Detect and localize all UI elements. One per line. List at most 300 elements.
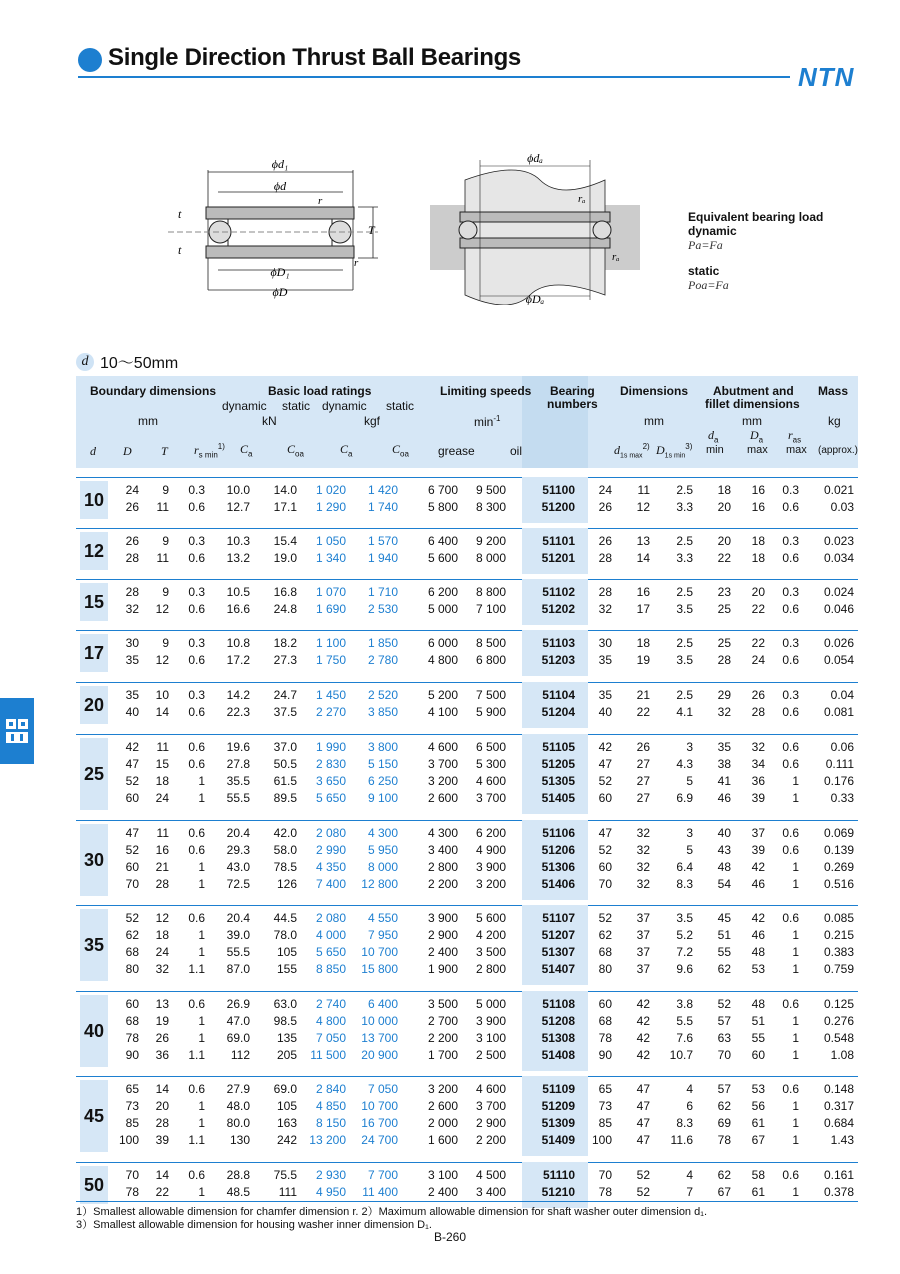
table-cell: 2 930 [315, 1168, 346, 1182]
table-cell: 24 700 [361, 1133, 398, 1147]
table-cell: 3 100 [427, 1168, 458, 1182]
table-cell: 0.3 [188, 636, 205, 650]
table-cell: 2 740 [315, 997, 346, 1011]
table-cell: 0.3 [782, 688, 799, 702]
table-row [0, 602, 900, 619]
table-cell: 52 [598, 774, 612, 788]
table-cell: 78 [125, 1185, 139, 1199]
table-cell: 60 [751, 1048, 765, 1062]
table-cell: 32 [636, 860, 650, 874]
table-cell: 51206 [541, 843, 575, 857]
hdr-load-ratings: Basic load ratings [268, 384, 372, 398]
table-cell: 3.5 [676, 602, 693, 616]
table-cell: 4.1 [676, 705, 693, 719]
table-cell: 68 [125, 1014, 139, 1028]
table-cell: 0.6 [782, 997, 799, 1011]
table-cell: 10 [155, 688, 169, 702]
table-cell: 46 [751, 928, 765, 942]
hdr-boundary-unit: mm [138, 414, 158, 428]
table-row [0, 774, 900, 791]
table-cell: 26 [125, 500, 139, 514]
table-cell: 2 900 [475, 1116, 506, 1130]
table-cell: 51306 [541, 860, 575, 874]
table-cell: 105 [276, 945, 297, 959]
table-cell: 46 [717, 791, 731, 805]
table-cell: 69.0 [273, 1082, 297, 1096]
static-label: static [688, 264, 720, 278]
hdr-mass: Mass [818, 384, 849, 398]
table-cell: 42 [598, 740, 612, 754]
col-Da: $D_a$ [750, 428, 764, 445]
table-cell: 70 [125, 1168, 139, 1182]
hdr-static-kn: static [282, 399, 311, 413]
table-cell: 5 650 [315, 945, 346, 959]
mounting-diagram [430, 150, 640, 305]
table-cell: 0.6 [782, 757, 799, 771]
table-cell: 2 200 [427, 877, 458, 891]
table-cell: 15 [155, 757, 169, 771]
table-row [0, 1133, 900, 1150]
table-cell: 13.2 [226, 551, 250, 565]
table-cell: 3 400 [475, 1185, 506, 1199]
table-cell: 60 [125, 997, 139, 1011]
table-cell: 73 [125, 1099, 139, 1113]
table-row [0, 928, 900, 945]
table-cell: 20 [155, 1099, 169, 1113]
label-d: ϕd [273, 179, 287, 193]
table-cell: 35.5 [226, 774, 250, 788]
table-cell: 1 570 [367, 534, 398, 548]
table-cell: 14 [155, 1168, 169, 1182]
table-cell: 8 850 [315, 962, 346, 976]
table-cell: 37.5 [273, 705, 297, 719]
table-cell: 6 [686, 1099, 693, 1113]
table-cell: 0.276 [823, 1014, 854, 1028]
table-cell: 62 [717, 1168, 731, 1182]
table-row [0, 997, 900, 1014]
table-cell: 2.5 [676, 688, 693, 702]
table-cell: 62 [598, 928, 612, 942]
table-cell: 2 080 [315, 911, 346, 925]
hdr-boundary: Boundary dimensions [90, 384, 217, 398]
table-cell: 73 [598, 1099, 612, 1113]
table-cell: 22 [155, 1185, 169, 1199]
table-cell: 51201 [541, 551, 575, 565]
table-cell: 2 840 [315, 1082, 346, 1096]
table-cell: 78 [598, 1031, 612, 1045]
table-cell: 52 [717, 997, 731, 1011]
bore-diameter-label: 35 [80, 909, 108, 981]
col-Ca-kgf: $C_a$ [340, 442, 353, 459]
table-cell: 20 [717, 534, 731, 548]
table-cell: 1 [792, 860, 799, 874]
table-cell: 12 [636, 500, 650, 514]
table-cell: 1 [198, 1031, 205, 1045]
table-cell: 60 [598, 860, 612, 874]
table-cell: 24.8 [273, 602, 297, 616]
table-cell: 7 950 [367, 928, 398, 942]
table-cell: 47 [598, 826, 612, 840]
table-cell: 3 200 [475, 877, 506, 891]
bore-diameter-label: 17 [80, 634, 108, 672]
table-cell: 2 400 [427, 1185, 458, 1199]
dynamic-label: dynamic [688, 224, 737, 238]
table-cell: 78 [598, 1185, 612, 1199]
table-cell: 10 700 [361, 945, 398, 959]
table-cell: 55 [751, 1031, 765, 1045]
table-cell: 11 400 [362, 1185, 398, 1199]
label-r-upper: r [318, 195, 323, 207]
table-cell: 55.5 [226, 945, 250, 959]
table-cell: 43.0 [226, 860, 250, 874]
table-cell: 9 500 [475, 483, 506, 497]
table-cell: 5.5 [676, 1014, 693, 1028]
table-cell: 0.6 [188, 911, 205, 925]
table-cell: 1 [792, 1048, 799, 1062]
table-cell: 44.5 [273, 911, 297, 925]
table-row [0, 1082, 900, 1099]
table-cell: 90 [598, 1048, 612, 1062]
table-cell: 205 [276, 1048, 297, 1062]
table-cell: 51105 [542, 740, 575, 754]
bore-diameter-label: 45 [80, 1080, 108, 1152]
table-cell: 32 [751, 740, 765, 754]
table-cell: 4 600 [475, 1082, 506, 1096]
table-cell: 51101 [542, 534, 575, 548]
table-cell: 47 [636, 1133, 650, 1147]
table-cell: 39 [751, 791, 765, 805]
table-cell: 78.5 [273, 860, 297, 874]
table-cell: 48 [751, 945, 765, 959]
table-cell: 51406 [541, 877, 575, 891]
table-cell: 0.6 [188, 653, 205, 667]
table-cell: 0.6 [188, 551, 205, 565]
table-cell: 105 [276, 1099, 297, 1113]
bore-diameter-label: 40 [80, 995, 108, 1067]
table-cell: 0.759 [823, 962, 854, 976]
col-da: $d_a$ [708, 428, 719, 445]
table-cell: 1 [198, 791, 205, 805]
table-cell: 0.139 [823, 843, 854, 857]
table-cell: 1 [792, 945, 799, 959]
col-T: T [161, 444, 168, 458]
table-cell: 1 [198, 774, 205, 788]
table-cell: 0.6 [782, 1168, 799, 1182]
table-cell: 26 [636, 740, 650, 754]
table-row [0, 653, 900, 670]
table-cell: 51405 [541, 791, 575, 805]
table-cell: 2.5 [676, 483, 693, 497]
table-row [0, 1116, 900, 1133]
table-cell: 1 [792, 928, 799, 942]
table-cell: 7.2 [676, 945, 693, 959]
table-cell: 1.1 [188, 1048, 205, 1062]
table-cell: 13 [155, 997, 169, 1011]
table-cell: 17 [636, 602, 650, 616]
table-cell: 75.5 [273, 1168, 297, 1182]
table-cell: 47 [636, 1099, 650, 1113]
table-cell: 42 [125, 740, 139, 754]
table-row [0, 740, 900, 757]
table-cell: 42 [636, 997, 650, 1011]
table-cell: 4 950 [315, 1185, 346, 1199]
table-cell: 57 [717, 1014, 731, 1028]
page-title: Single Direction Thrust Ball Bearings [108, 44, 521, 71]
col-oil: oil [510, 444, 523, 458]
table-cell: 0.6 [782, 1082, 799, 1096]
table-cell: 40 [598, 705, 612, 719]
table-cell: 3 900 [475, 860, 506, 874]
table-cell: 1 [198, 1116, 205, 1130]
table-cell: 42.0 [273, 826, 297, 840]
table-cell: 10 000 [361, 1014, 398, 1028]
table-cell: 22.3 [226, 705, 250, 719]
table-cell: 0.054 [823, 653, 854, 667]
table-cell: 0.6 [188, 997, 205, 1011]
table-cell: 8.3 [676, 1116, 693, 1130]
table-cell: 16 [636, 585, 650, 599]
range-symbol: d [76, 353, 94, 371]
table-row [0, 705, 900, 722]
table-cell: 51205 [541, 757, 575, 771]
table-cell: 50.5 [273, 757, 297, 771]
table-cell: 7 050 [315, 1031, 346, 1045]
title-rule [78, 76, 790, 78]
table-cell: 6 200 [475, 826, 506, 840]
table-cell: 2 200 [475, 1133, 506, 1147]
table-cell: 0.161 [823, 1168, 854, 1182]
table-cell: 52 [125, 843, 139, 857]
table-cell: 10.3 [226, 534, 250, 548]
table-cell: 18 [751, 551, 765, 565]
table-cell: 27.9 [226, 1082, 250, 1096]
table-cell: 0.3 [782, 534, 799, 548]
table-cell: 70 [598, 877, 612, 891]
table-cell: 4 600 [427, 740, 458, 754]
hdr-numbers: numbers [547, 397, 598, 411]
table-cell: 68 [598, 945, 612, 959]
table-cell: 60 [598, 791, 612, 805]
table-cell: 5 [686, 843, 693, 857]
table-cell: 62 [125, 928, 139, 942]
table-cell: 9 [162, 585, 169, 599]
group-divider [76, 991, 858, 992]
col-d1: $d_{1s max}^{2)}$ [614, 442, 650, 460]
table-cell: 135 [276, 1031, 297, 1045]
table-cell: 20 900 [361, 1048, 398, 1062]
dynamic-formula: Pa=Fa [688, 238, 723, 252]
table-cell: 51209 [541, 1099, 575, 1113]
table-cell: 48.5 [226, 1185, 250, 1199]
table-cell: 0.6 [782, 705, 799, 719]
table-cell: 78.0 [273, 928, 297, 942]
table-cell: 0.111 [825, 757, 854, 771]
group-divider [76, 528, 858, 529]
table-row [0, 860, 900, 877]
table-cell: 34 [751, 757, 765, 771]
table-cell: 28.8 [226, 1168, 250, 1182]
table-cell: 28 [598, 585, 612, 599]
table-cell: 2 900 [427, 928, 458, 942]
table-cell: 52 [125, 911, 139, 925]
table-cell: 78 [125, 1031, 139, 1045]
table-cell: 0.3 [782, 585, 799, 599]
table-cell: 60 [125, 860, 139, 874]
table-cell: 1 [198, 860, 205, 874]
table-cell: 32 [125, 602, 139, 616]
table-cell: 28 [155, 877, 169, 891]
table-cell: 5.2 [676, 928, 693, 942]
table-cell: 39 [155, 1133, 169, 1147]
table-cell: 28 [598, 551, 612, 565]
table-cell: 32 [598, 602, 612, 616]
brand-logo: NTN [798, 62, 855, 92]
table-cell: 1 020 [315, 483, 346, 497]
table-cell: 5 600 [427, 551, 458, 565]
table-cell: 0.33 [830, 791, 854, 805]
table-cell: 27.8 [226, 757, 250, 771]
table-cell: 8 800 [475, 585, 506, 599]
table-cell: 1 [792, 1133, 799, 1147]
table-cell: 14 [155, 705, 169, 719]
table-cell: 22 [751, 636, 765, 650]
table-cell: 23 [717, 585, 731, 599]
table-cell: 17.1 [273, 500, 297, 514]
hdr-kg: kg [828, 414, 841, 428]
table-cell: 0.6 [188, 1168, 205, 1182]
table-cell: 29.3 [226, 843, 250, 857]
table-cell: 37 [636, 911, 650, 925]
table-cell: 3 [686, 740, 693, 754]
table-cell: 80 [125, 962, 139, 976]
table-cell: 3 900 [475, 1014, 506, 1028]
table-cell: 2 800 [427, 860, 458, 874]
table-cell: 51103 [542, 636, 575, 650]
table-cell: 26 [125, 534, 139, 548]
table-cell: 2 990 [315, 843, 346, 857]
table-cell: 12 [155, 602, 169, 616]
table-cell: 36 [751, 774, 765, 788]
table-cell: 63.0 [273, 997, 297, 1011]
table-cell: 38 [717, 757, 731, 771]
table-cell: 5 [686, 774, 693, 788]
table-row [0, 688, 900, 705]
table-cell: 35 [717, 740, 731, 754]
table-cell: 163 [276, 1116, 297, 1130]
table-cell: 2 000 [427, 1116, 458, 1130]
table-cell: 0.6 [782, 653, 799, 667]
table-cell: 51100 [542, 483, 575, 497]
table-cell: 0.148 [823, 1082, 854, 1096]
table-cell: 24.7 [273, 688, 297, 702]
bearing-cross-section-diagram [168, 150, 378, 300]
table-cell: 51110 [542, 1168, 575, 1182]
table-cell: 12 [155, 653, 169, 667]
table-row [0, 636, 900, 653]
table-cell: 2 520 [367, 688, 398, 702]
table-cell: 3.3 [676, 551, 693, 565]
label-D1: ϕD₁ [270, 265, 290, 279]
table-cell: 51200 [541, 500, 575, 514]
table-cell: 37 [636, 945, 650, 959]
table-row [0, 791, 900, 808]
col-d: d [90, 444, 96, 458]
table-cell: 9 100 [367, 791, 398, 805]
table-cell: 60 [598, 997, 612, 1011]
table-cell: 14 [636, 551, 650, 565]
table-cell: 14 [155, 1082, 169, 1096]
table-cell: 0.215 [823, 928, 854, 942]
table-cell: 1 [198, 1099, 205, 1113]
table-cell: 35 [598, 688, 612, 702]
table-cell: 2.5 [676, 534, 693, 548]
table-row [0, 551, 900, 568]
table-cell: 0.3 [188, 688, 205, 702]
table-cell: 4 000 [315, 928, 346, 942]
table-cell: 0.317 [823, 1099, 854, 1113]
table-cell: 3 700 [475, 791, 506, 805]
table-cell: 47.0 [226, 1014, 250, 1028]
table-row [0, 1185, 900, 1202]
table-cell: 62 [717, 962, 731, 976]
table-cell: 20.4 [226, 911, 250, 925]
bore-diameter-label: 50 [80, 1166, 108, 1204]
table-cell: 3 500 [475, 945, 506, 959]
table-cell: 56 [751, 1099, 765, 1113]
table-cell: 40 [717, 826, 731, 840]
table-cell: 2 800 [475, 962, 506, 976]
table-cell: 3 400 [427, 843, 458, 857]
table-cell: 12.7 [226, 500, 250, 514]
table-cell: 1.08 [830, 1048, 854, 1062]
table-cell: 51108 [542, 997, 575, 1011]
table-cell: 48 [751, 997, 765, 1011]
table-cell: 28 [125, 551, 139, 565]
table-cell: 11 [637, 483, 650, 497]
table-cell: 51408 [541, 1048, 575, 1062]
table-cell: 0.6 [782, 602, 799, 616]
hdr-abutment: Abutment and [713, 384, 794, 398]
table-cell: 2 400 [427, 945, 458, 959]
table-row [0, 1048, 900, 1065]
table-cell: 1 [198, 1185, 205, 1199]
table-cell: 87.0 [226, 962, 250, 976]
table-cell: 26 [155, 1031, 169, 1045]
table-cell: 51409 [541, 1133, 575, 1147]
table-row [0, 534, 900, 551]
group-divider [76, 579, 858, 580]
footnote-1: 1）Smallest allowable dimension for chamfer dimension r. 2）Maximum allowable dimension for shaft washer outer dimension d₁. [76, 1206, 707, 1218]
table-cell: 8 150 [315, 1116, 346, 1130]
table-cell: 1 420 [367, 483, 398, 497]
table-cell: 24 [125, 483, 139, 497]
col-ras-max: max [786, 444, 807, 456]
bore-diameter-label: 12 [80, 532, 108, 570]
table-cell: 1 990 [315, 740, 346, 754]
table-cell: 32 [636, 843, 650, 857]
table-cell: 1 050 [315, 534, 346, 548]
table-cell: 46 [751, 877, 765, 891]
table-cell: 27.3 [273, 653, 297, 667]
table-cell: 6 700 [427, 483, 458, 497]
table-cell: 0.176 [823, 774, 854, 788]
table-cell: 85 [598, 1116, 612, 1130]
hdr-limiting: Limiting speeds [440, 384, 532, 398]
table-cell: 0.548 [823, 1031, 854, 1045]
table-cell: 0.6 [188, 826, 205, 840]
table-cell: 10.5 [226, 585, 250, 599]
table-cell: 37 [636, 962, 650, 976]
